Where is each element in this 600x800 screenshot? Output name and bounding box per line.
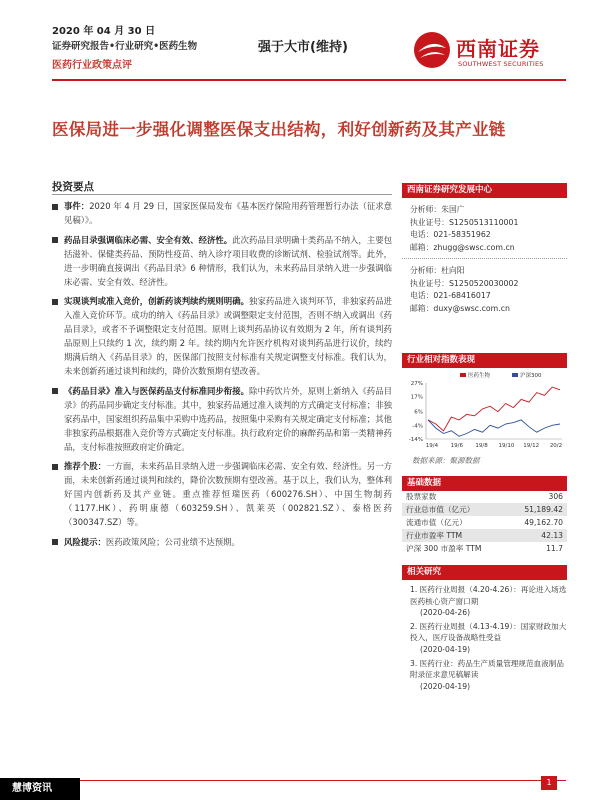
index-performance-box xyxy=(402,353,567,368)
summary-item-catalog xyxy=(52,234,392,290)
row-value: 49,162.70 xyxy=(524,518,563,527)
x-tick-label: 19/6 xyxy=(450,443,463,449)
analyst-card xyxy=(410,204,518,254)
row-value: 51,189.42 xyxy=(524,505,563,514)
header-divider xyxy=(52,79,566,81)
x-tick-label: 19/8 xyxy=(475,443,488,449)
table-row xyxy=(402,490,567,503)
summary-list xyxy=(52,200,392,556)
analyst-email[interactable]: 邮箱：zhugg@swsc.com.cn xyxy=(410,242,515,252)
footer-divider xyxy=(52,780,566,781)
company-logo xyxy=(412,30,562,74)
legend-swatch xyxy=(512,373,518,377)
industry-rating: 强于大市(维持) xyxy=(258,40,348,55)
analyst-license: 执业证号：S1250520030002 xyxy=(410,278,519,288)
related-date: (2020-04-26) xyxy=(420,608,471,618)
summary-item-risk xyxy=(52,536,392,550)
row-label: 行业市盈率 TTM xyxy=(406,531,463,540)
row-label: 行业总市值（亿元） xyxy=(406,505,475,514)
y-tick-label: -4% xyxy=(412,423,423,430)
summary-item-lead: 推荐个股： xyxy=(64,461,107,472)
analyst-phone: 电话：021-58351962 xyxy=(410,230,491,239)
related-title[interactable]: 1. 医药行业周报（4.20-4.26）：再论进入场选医药核心资产窗口期 xyxy=(410,585,567,606)
table-row xyxy=(402,516,567,529)
table-row xyxy=(402,542,567,555)
analyst-separator xyxy=(402,258,567,259)
y-tick-label: 6% xyxy=(414,409,423,416)
related-title[interactable]: 2. 医药行业周报（4.13-4.19）：国家财政加大投入，医疗设备战略性受益 xyxy=(410,621,567,643)
row-value: 306 xyxy=(548,492,563,501)
report-date: 2020 年 04 月 30 日 xyxy=(52,26,156,37)
basic-data-table xyxy=(402,490,567,555)
related-title[interactable]: 3. 医药行业：药品生产质量管理规范血液制品附录征求意见稿解读 xyxy=(410,658,564,680)
y-tick-label: 27% xyxy=(410,381,423,387)
y-tick-label: -14% xyxy=(408,437,423,443)
table-row xyxy=(402,529,567,542)
research-center-heading: 西南证券研究发展中心 xyxy=(402,183,567,198)
report-type: 证券研究报告•行业研究•医药生物 xyxy=(52,41,198,52)
summary-item-lead: 事件： xyxy=(64,201,90,211)
analyst-phone: 电话：021-68416017 xyxy=(410,291,491,300)
summary-item-negotiation xyxy=(52,295,392,378)
list-item[interactable] xyxy=(410,584,567,619)
row-label: 沪深 300 市盈率 TTM xyxy=(406,544,482,553)
bullet-icon xyxy=(52,237,58,243)
list-item[interactable] xyxy=(410,658,567,693)
footer-brand: 慧博资讯 xyxy=(0,778,80,800)
related-date: (2020-04-19) xyxy=(420,681,471,691)
legend-swatch xyxy=(460,373,466,377)
row-label: 股票家数 xyxy=(406,492,437,501)
logo-text-en: SOUTHWEST SECURITIES xyxy=(458,60,544,68)
summary-item-recommendation xyxy=(52,460,392,530)
summary-item-lead: 《药品目录》准入与医保药品支付标准同步衔接。 xyxy=(64,385,250,396)
relative-index-chart xyxy=(402,371,567,451)
row-label: 流通市值（亿元） xyxy=(406,518,467,527)
summary-item-text: 一方面，未来药品目录纳入进一步强调临床必需、安全有效、经济性。另一方面，未来创新药通过谈判和续约，降价次数预期有望改善。基于以上，我们认为，整体利好国内创新药及其产业链。重点推荐恒瑞医药（600276.SH）、中国生物制药（1177.HK）、药明康德（603259.SH）、凯莱英（002821.SZ）、泰格医药（300347.SZ）等。 xyxy=(64,461,393,528)
x-tick-label: 20/2 xyxy=(549,443,563,449)
related-research-heading: 相关研究 xyxy=(402,565,567,580)
research-center-box xyxy=(402,183,567,198)
index-performance-heading: 行业相对指数表现 xyxy=(402,353,567,368)
basic-data-heading: 基础数据 xyxy=(402,476,567,491)
summary-item-text: 医药政策风险；公司业绩不达预期。 xyxy=(105,536,240,547)
list-item[interactable] xyxy=(410,621,567,656)
summary-heading: 投资要点 xyxy=(52,181,94,193)
bullet-icon xyxy=(52,204,58,210)
analyst-name: 分析师：朱国广 xyxy=(410,205,465,214)
bullet-icon xyxy=(52,464,58,470)
summary-item-lead: 风险提示： xyxy=(64,536,106,547)
x-tick-label: 19/12 xyxy=(523,443,540,449)
chart-source: 数据来源：聚源数据 xyxy=(412,456,480,465)
report-title: 医保局进一步强化调整医保支出结构，利好创新药及其产业链 xyxy=(52,120,506,139)
legend-label: 医药生物 xyxy=(468,373,491,379)
summary-item-text: 此次药品目录明确十类药品不纳入，主要包括滋补、保健类药品、预防性疫苗、纳入诊疗项目收费的诊断试剂、检验试剂等。此外，进一步明确直接调出《药品目录》6 种情形，我们认为，未来药品目录纳入进一步强调临床必需、安全有效、经济性。 xyxy=(64,234,393,287)
y-tick-label: 17% xyxy=(410,394,423,401)
row-value: 11.7 xyxy=(546,544,563,553)
report-subtitle: 医药行业政策点评 xyxy=(52,60,132,71)
legend-label: 沪深300 xyxy=(520,373,542,379)
analyst-email[interactable]: 邮箱：duxy@swsc.com.cn xyxy=(410,303,510,313)
bullet-icon xyxy=(52,539,58,545)
row-value: 42.13 xyxy=(541,531,563,540)
x-tick-label: 19/10 xyxy=(498,443,515,449)
analyst-card xyxy=(410,265,518,315)
analyst-license: 执业证号：S1250513110001 xyxy=(410,217,519,227)
series-line xyxy=(428,387,560,431)
related-research-box xyxy=(402,565,567,580)
analyst-name: 分析师：杜向阳 xyxy=(410,266,465,275)
bullet-icon xyxy=(52,388,58,394)
page-number: 1 xyxy=(541,776,557,790)
logo-text-cn: 西南证券 xyxy=(456,37,540,61)
basic-data-box xyxy=(402,476,567,491)
summary-item-lead: 药品目录强调临床必需、安全有效、经济性。 xyxy=(64,234,233,245)
summary-item-text: 2020 年 4 月 29 日，国家医保局发布《基本医疗保险用药管理暂行办法（征求意见稿）》。 xyxy=(64,201,393,225)
summary-divider xyxy=(52,194,392,195)
x-tick-label: 19/4 xyxy=(425,443,439,449)
related-research-list xyxy=(410,584,567,694)
summary-item-event xyxy=(52,200,392,228)
logo-mark-icon xyxy=(412,30,452,70)
table-row xyxy=(402,503,567,516)
summary-item-text: 独家药品进入谈判环节，非独家药品进入准入竞价环节。成功的纳入《药品目录》或调整限定支付范围，否则不纳入或调出《药品目录》，或者不予调整限定支付范围。原则上谈判药品协议有效期为 2 年，所有谈判药品原则上只续约 1 次，续约期 2 年。续约期内允许医疗机构对谈判药品进行议价，续约期满后纳入《药品目录》的，医保部门按照支付标准有关规定调整支付标准。我们认为，未来创新药通过谈判和续约，降价次数预期有望改善。 xyxy=(64,296,392,376)
related-date: (2020-04-19) xyxy=(420,644,471,654)
bullet-icon xyxy=(52,299,58,305)
summary-item-text: 除中药饮片外，原则上新纳入《药品目录》的药品同步确定支付标准。其中，独家药品通过准入谈判的方式确定支付标准；非独家药品中，国家组织药品集中采购中选药品，按照集中采购有关规定确定支付标准；其他非独家药品根据准入竞价等方式确定支付标准。执行政府定价的麻醉药品和第一类精神药品，支付标准按照政府定价确定。 xyxy=(64,385,392,452)
summary-item-payment-standard xyxy=(52,385,392,455)
summary-item-lead: 实现谈判或准入竞价，创新药谈判续约规则明确。 xyxy=(64,296,250,307)
